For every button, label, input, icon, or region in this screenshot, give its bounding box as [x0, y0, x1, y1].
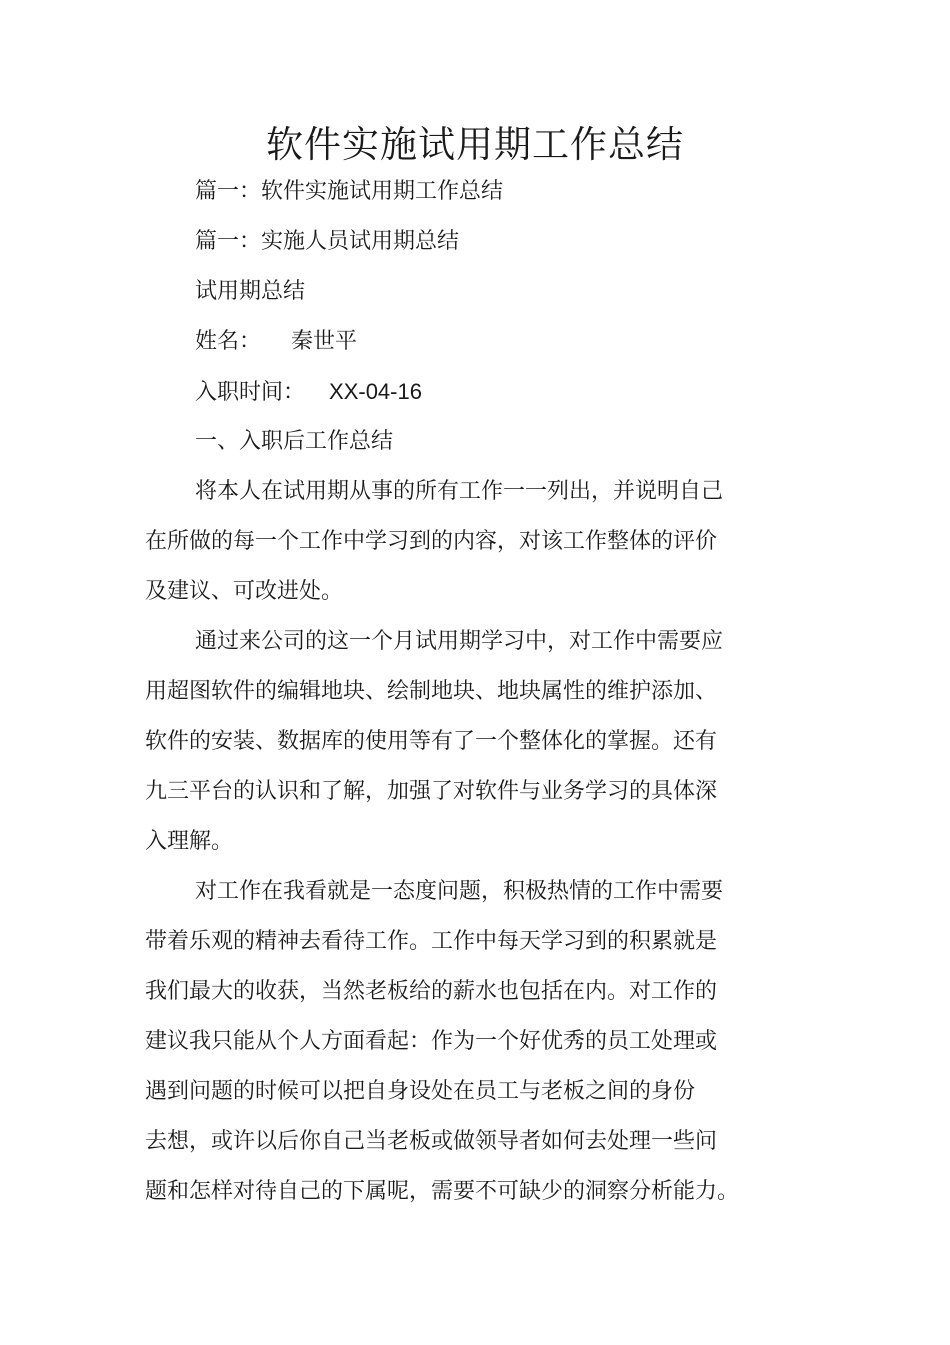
paragraph-line: 通过来公司的这一个月试用期学习中，对工作中需要应 — [195, 629, 724, 654]
header-line-3: 试用期总结 — [195, 279, 306, 304]
header-line-2: 篇一：实施人员试用期总结 — [195, 229, 460, 254]
date-value: XX-04-16 — [329, 379, 422, 404]
paragraph-line: 用超图软件的编辑地块、绘制地块、地块属性的维护添加、 — [145, 679, 718, 704]
paragraph-line: 我们最大的收获，当然老板给的薪水也包括在内。对工作的 — [145, 979, 718, 1004]
paragraph-line: 建议我只能从个人方面看起：作为一个好优秀的员工处理或 — [145, 1029, 718, 1054]
paragraph-line: 九三平台的认识和了解，加强了对软件与业务学习的具体深 — [145, 779, 718, 804]
paragraph-line: 入理解。 — [145, 829, 234, 854]
name-label: 姓名： — [195, 329, 262, 354]
paragraph-2 — [145, 617, 760, 867]
date-label: 入职时间： — [195, 380, 306, 405]
paragraph-line: 软件的安装、数据库的使用等有了一个整体化的掌握。还有 — [145, 729, 718, 754]
paragraph-line: 去想，或许以后你自己当老板或做领导者如何去处理一些问 — [145, 1129, 718, 1154]
paragraph-line: 对工作在我看就是一态度问题，积极热情的工作中需要 — [195, 879, 724, 904]
date-row — [195, 377, 422, 408]
paragraph-line: 将本人在试用期从事的所有工作一一列出，并说明自己 — [195, 479, 724, 504]
section-heading: 一、入职后工作总结 — [195, 429, 394, 454]
header-line-1: 篇一：软件实施试用期工作总结 — [195, 179, 504, 204]
name-value: 秦世平 — [291, 329, 358, 354]
name-row — [195, 327, 357, 357]
paragraph-1 — [145, 467, 760, 617]
paragraph-line: 题和怎样对待自己的下属呢，需要不可缺少的洞察分析能力。 — [145, 1179, 740, 1204]
paragraph-3 — [145, 867, 760, 1217]
paragraph-line: 在所做的每一个工作中学习到的内容，对该工作整体的评价 — [145, 529, 718, 554]
paragraph-line: 带着乐观的精神去看待工作。工作中每天学习到的积累就是 — [145, 929, 718, 954]
document-title: 软件实施试用期工作总结 — [266, 123, 684, 166]
paragraph-line: 及建议、可改进处。 — [145, 579, 344, 604]
paragraph-line: 遇到问题的时候可以把自身设处在员工与老板之间的身份 — [145, 1079, 696, 1104]
